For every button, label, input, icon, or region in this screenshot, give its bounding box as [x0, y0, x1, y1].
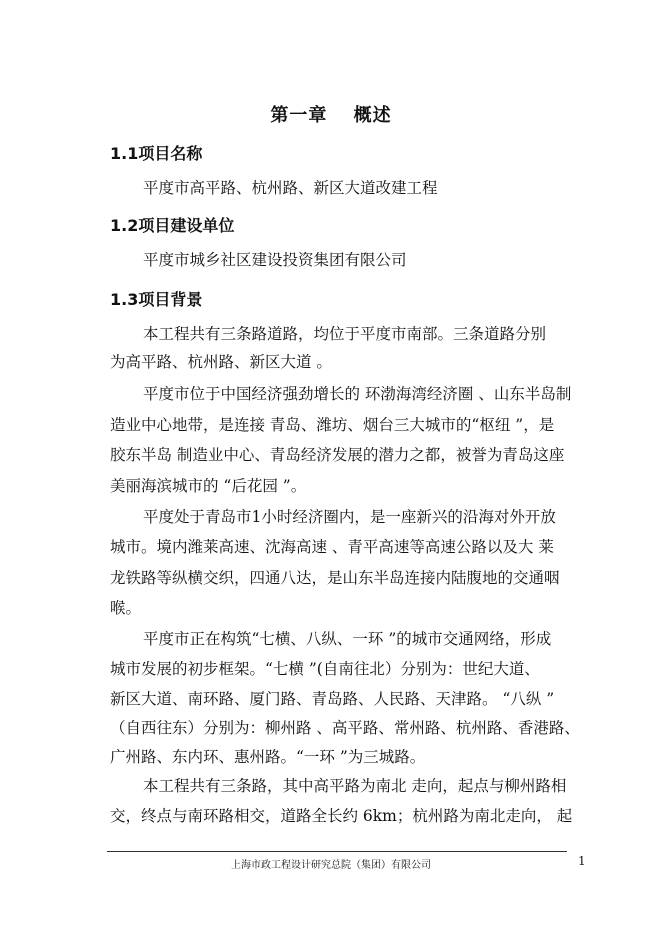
paragraph-line: （自西往东）分别为：柳州路 、高平路、常州路、杭州路、香港路、	[110, 719, 580, 737]
paragraph-line: 城市。境内潍莱高速、沈海高速 、青平高速等高速公路以及大 莱	[110, 538, 554, 556]
chapter-title: 第一章 概述	[270, 105, 392, 126]
paragraph-line: 广州路、东内环、惠州路。“一环 ”为三城路。	[110, 748, 426, 766]
section-heading-1: 1.1项目名称	[110, 144, 203, 163]
section-heading-3: 1.3项目背景	[110, 290, 203, 309]
section-body-1: 平度市高平路、杭州路、新区大道改建工程	[143, 179, 438, 197]
paragraph-line: 美丽海滨城市的 “后花园 ”。	[110, 477, 307, 495]
paragraph-line: 龙铁路等纵横交织，四通八达，是山东半岛连接内陆腹地的交通咽	[110, 569, 560, 587]
section-heading-2: 1.2项目建设单位	[110, 216, 235, 235]
paragraph-line: 平度市位于中国经济强劲增长的 环渤海湾经济圈 、山东半岛制	[143, 385, 572, 403]
paragraph-line: 平度市正在构筑“七横、八纵、一环 ”的城市交通网络，形成	[143, 630, 552, 648]
paragraph-line: 交，终点与南环路相交，道路全长约 6km；杭州路为南北走向， 起	[110, 807, 573, 825]
paragraph-line: 为高平路、杭州路、新区大道 。	[110, 353, 332, 371]
paragraph-line: 平度处于青岛市1小时经济圈内，是一座新兴的沿海对外开放	[143, 508, 556, 526]
page-number: 1	[578, 854, 586, 868]
paragraph-line: 胶东半岛 制造业中心、青岛经济发展的潜力之都，被誉为青岛这座	[110, 446, 565, 464]
section-body-2: 平度市城乡社区建设投资集团有限公司	[143, 251, 407, 269]
footer-company: 上海市政工程设计研究总院（集团）有限公司	[231, 860, 431, 871]
paragraph-line: 造业中心地带，是连接 青岛、潍坊、烟台三大城市的“枢纽 ”，是	[110, 416, 555, 434]
paragraph-line: 本工程共有三条路道路，均位于平度市南部。三条道路分别	[143, 325, 547, 343]
paragraph-line: 新区大道、南环路、厦门路、青岛路、人民路、天津路。 “八纵 ”	[110, 690, 555, 708]
footer-divider	[107, 851, 567, 852]
paragraph-line: 本工程共有三条路，其中高平路为南北 走向，起点与柳州路相	[143, 777, 567, 795]
paragraph-line: 喉。	[110, 599, 142, 617]
paragraph-line: 城市发展的初步框架。“七横 ”(自南往北）分别为：世纪大道、	[110, 660, 540, 678]
